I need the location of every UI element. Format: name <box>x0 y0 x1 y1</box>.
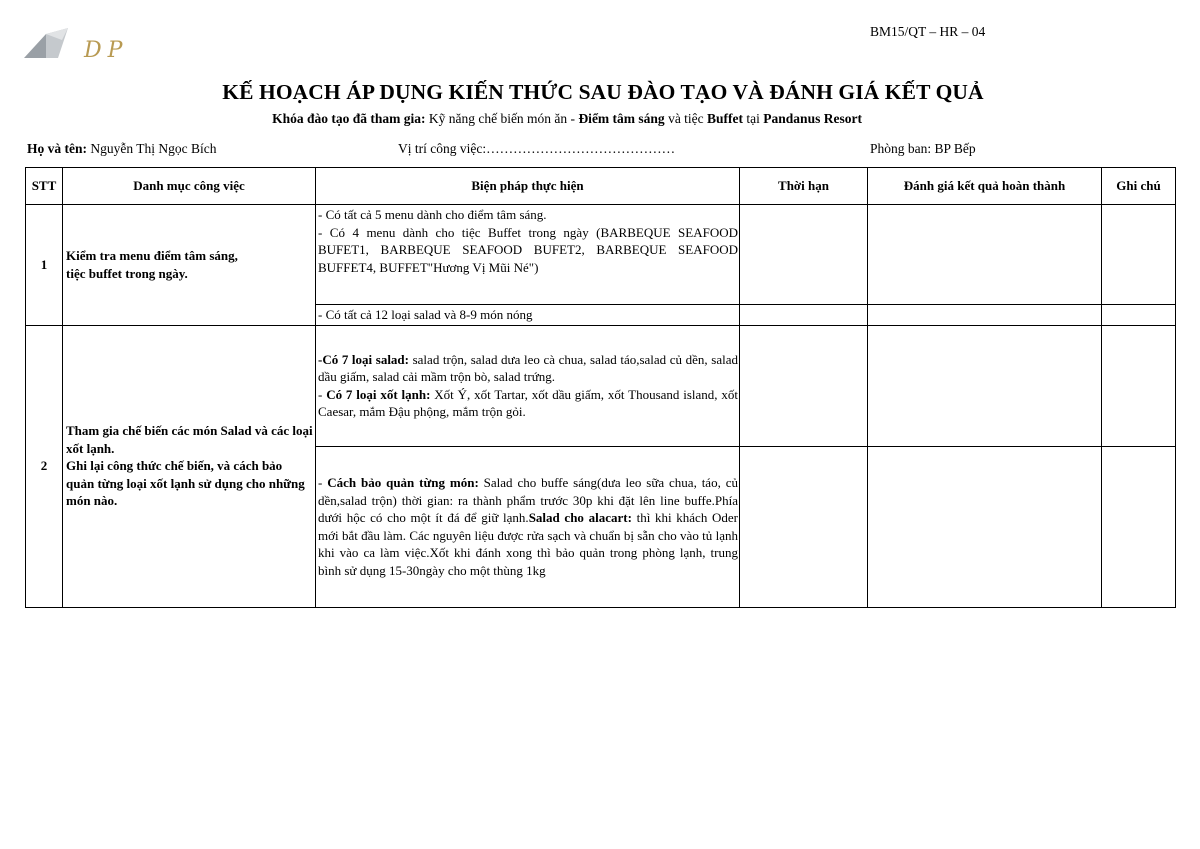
company-logo <box>22 24 182 62</box>
header-stt: STT <box>26 168 63 205</box>
sauce-text: Xốt Ý, xốt Tartar, xốt dầu giấm, xốt Thousand island, xốt Caesar, mắm Đậu phộng, mắm trộn gỏi. <box>318 386 738 419</box>
job-position: Vị trí công việc:…………………………………… <box>398 141 676 156</box>
row2-evaluation-b <box>868 446 1102 607</box>
storage-text-1: Salad cho buffe sáng(dưa leo sữa chua, táo, củ dền,salad trộn) thời gian: ra thành phẩm trước 30p khi đặt lên line buffe.Phía dưới hộc có cho một ít đá để giữ lạnh. <box>318 475 738 525</box>
header-measure: Biện pháp thực hiện <box>316 168 740 205</box>
department: Phòng ban: BP Bếp <box>870 141 976 156</box>
salad-label: -Có 7 loại salad: <box>318 351 409 367</box>
table-row <box>26 325 1176 446</box>
row2-measure-a <box>316 325 740 446</box>
row1-deadline-a <box>740 205 868 305</box>
storage-paragraph <box>318 474 738 579</box>
course-text-2: và tiệc <box>664 111 708 126</box>
row2-deadline-b <box>740 446 868 607</box>
sauce-label: Có 7 loại xốt lạnh: <box>326 386 431 402</box>
row2-evaluation-a <box>868 325 1102 446</box>
row2-task-line1: Tham gia chế biến các món Salad và các loại xốt lạnh. <box>66 423 313 456</box>
sauce-prefix: - <box>318 386 327 402</box>
row2-notes-a <box>1102 325 1176 446</box>
table-row <box>26 205 1176 305</box>
row2-task <box>63 325 316 607</box>
svg-text:DP: DP <box>84 38 129 62</box>
row1-stt: 1 <box>26 205 63 326</box>
row1-deadline-b <box>740 305 868 326</box>
header-deadline: Thời hạn <box>740 168 868 205</box>
row2-stt: 2 <box>26 325 63 607</box>
row2-task-line2: Ghi lại công thức chế biến, và cách bảo quản từng loại xốt lạnh sử dụng cho những món nào. <box>66 458 305 509</box>
course-text-1: Kỹ năng chế biến món ăn - <box>425 111 579 126</box>
course-bold-3: Pandanus Resort <box>763 111 862 126</box>
storage-label-2: Salad cho alacart: <box>528 510 632 525</box>
employee-name <box>27 141 216 157</box>
plan-table <box>25 167 1176 608</box>
table-header-row <box>26 168 1176 205</box>
page-title: KẾ HOẠCH ÁP DỤNG KIẾN THỨC SAU ĐÀO TẠO VÀ ĐÁNH GIÁ KẾT QUẢ <box>222 80 984 104</box>
salad-paragraph <box>318 351 738 386</box>
course-label: Khóa đào tạo đã tham gia: <box>272 111 426 126</box>
row2-deadline-a <box>740 325 868 446</box>
header-evaluation: Đánh giá kết quả hoàn thành <box>868 168 1102 205</box>
row1-measure-a <box>316 205 740 305</box>
row1-measure-line2: - Có 4 menu dành cho tiệc Buffet trong ngày (BARBEQUE SEAFOOD BUFET1, BARBEQUE SEAFOOD BUFET2, BARBEQUE SEAFOOD BUFFET4, BUFFET"Hương Vị Mũi Né") <box>318 224 738 275</box>
storage-text-2: thì khi khách Oder mới bắt đầu làm. Các nguyên liệu được rửa sạch và chuẩn bị sẵn cho vào tủ lạnh khi vào ca làm việc.Xốt khi đánh xong thì bảo quản trong phòng lạnh, trung bình sử dụng 15-30ngày cho một thùng 1kg <box>318 510 738 578</box>
row1-measure-line1: - Có tất cả 5 menu dành cho điểm tâm sáng. <box>318 207 547 222</box>
header-notes: Ghi chú <box>1102 168 1176 205</box>
salad-text: salad trộn, salad dưa leo cà chua, salad táo,salad củ dền, salad dầu giấm, salad cải mầm trộn bò, salad trứng. <box>318 351 738 384</box>
name-value: Nguyễn Thị Ngọc Bích <box>87 141 217 156</box>
document-code: BM15/QT – HR – 04 <box>870 24 986 39</box>
sauce-paragraph <box>318 386 738 421</box>
row1-evaluation-a <box>868 205 1102 305</box>
row1-task-line2: tiệc buffet trong ngày. <box>66 265 188 281</box>
name-label: Họ và tên: <box>27 141 87 156</box>
row2-measure-b <box>316 446 740 607</box>
row1-evaluation-b <box>868 305 1102 326</box>
course-subtitle <box>0 111 1134 127</box>
row1-measure-b: - Có tất cả 12 loại salad và 8-9 món nóng <box>316 305 740 326</box>
row2-notes-b <box>1102 446 1176 607</box>
row1-task <box>63 205 316 326</box>
course-text-3: tại <box>743 111 764 126</box>
course-bold-1: Điểm tâm sáng <box>578 111 665 126</box>
header-task: Danh mục công việc <box>63 168 316 205</box>
row1-notes-b <box>1102 305 1176 326</box>
storage-prefix: - <box>318 475 328 490</box>
storage-label: Cách bảo quản từng món: <box>327 475 479 490</box>
row1-notes-a <box>1102 205 1176 305</box>
row1-task-line1: Kiểm tra menu điểm tâm sáng, <box>66 248 238 264</box>
course-bold-2: Buffet <box>707 111 744 126</box>
